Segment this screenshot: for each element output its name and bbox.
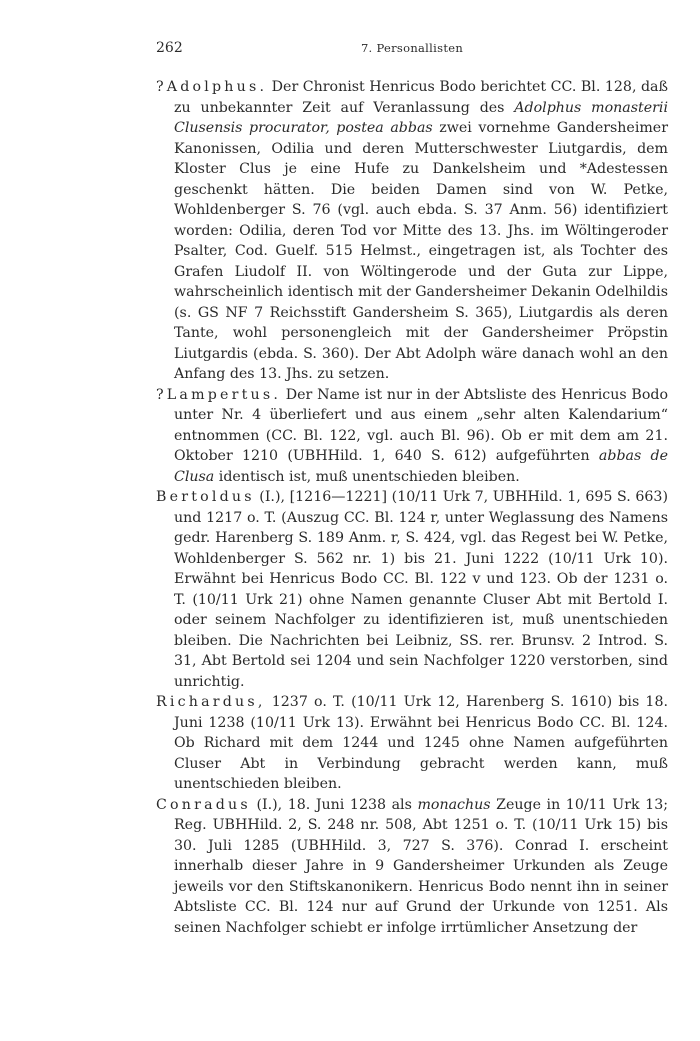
running-head: 7. Personallisten bbox=[360, 41, 464, 55]
entry-lampertus bbox=[156, 385, 668, 488]
entry-heading: Bertoldus bbox=[156, 489, 255, 505]
entry-text-italic: Adolphus monasterii Clusensis procurator, postea abbas bbox=[174, 99, 668, 136]
entry-text: (I.), [1216—1221] (10/11 Urk 7, UBHHild. 1, 695 S. 663) und 1217 o. T. (Auszug CC. Bl. 124 r, unter Weglassung des Namens gedr. Harenberg S. 189 Anm. r, S. 424, vgl. das Regest bei W. Petke, Wohldenberger S. 562 nr. 1) bis 21. Juni 1222 (10/11 Urk 10). Erwähnt bei Henricus Bodo CC. Bl. 122 v und 123. Ob der 1231 o. T. (10/11 Urk 21) ohne Namen genannte Cluser Abt mit Bertold I. oder seinem Nachfolger zu identifizieren ist, muß unentschieden bleiben. Die Nachrichten bei Leibniz, SS. rer. Brunsv. 2 Introd. S. 31, Abt Bertold sei 1204 und sein Nachfolger 1220 verstorben, sind unrichtig. bbox=[174, 489, 668, 690]
entry-text: identisch ist, muß unentschieden bleiben. bbox=[214, 468, 520, 485]
entry-text-italic: abbas de Clusa bbox=[174, 448, 668, 485]
entry-text: (I.), 18. Juni 1238 als bbox=[250, 796, 418, 813]
entry-text: 1237 o. T. (10/11 Urk 12, Harenberg S. 1610) bis 18. Juni 1238 (10/11 Urk 13). Erwähnt bei Henricus Bodo CC. Bl. 124. Ob Richard mit dem 1244 und 1245 ohne Namen aufgeführten Cluser Abt in Verbindung gebracht werden kann, muß unentschieden bleiben. bbox=[174, 694, 668, 792]
page-header bbox=[156, 40, 668, 60]
book-page bbox=[156, 40, 668, 938]
entry-adolphus bbox=[156, 77, 668, 385]
entry-bertoldus bbox=[156, 487, 668, 692]
entry-heading: Conradus bbox=[156, 796, 251, 813]
entry-text: zwei vornehme Gandersheimer Kanonissen, Odilia und deren Mutterschwester Liutgardis, dem Kloster Clus je eine Hufe zu Dankelsheim und *Adestessen geschenkt hätten. Die beiden Damen sind von W. Petke, Wohldenberger S. 76 (vgl. auch ebda. S. 37 Anm. 56) identifiziert worden: Odilia, deren Tod vor Mitte des 13. Jhs. im Wöltingeroder Psalter, Cod. Guelf. 515 Helmst., eingetragen ist, als Tochter des Grafen Liudolf II. von Wöltingerode und der Guta zur Lippe, wahrscheinlich identisch mit der Gandersheimer Dekanin Odelhildis (s. GS NF 7 Reichsstift Gandersheim S. 365), Liutgardis als deren Tante, wohl personengleich mit der Gandersheimer Pröpstin Liutgardis (ebda. S. 360). Der Abt Adolph wäre danach wohl an den Anfang des 13. Jhs. zu setzen. bbox=[174, 120, 668, 382]
entry-text-italic: monachus bbox=[417, 796, 491, 813]
entry-heading: ?Lampertus. bbox=[156, 386, 282, 403]
entry-richardus bbox=[156, 692, 668, 795]
entry-text: Der Chronist Henricus Bodo berichtet CC. Bl. 128, daß zu unbekannter Zeit auf Veranlassung des bbox=[174, 79, 668, 116]
entry-conradus bbox=[156, 795, 668, 939]
entry-list bbox=[156, 77, 668, 938]
entry-heading: Richardus, bbox=[156, 694, 266, 710]
entry-text: Zeuge in 10/11 Urk 13; Reg. UBHHild. 2, S. 248 nr. 508, Abt 1251 o. T. (10/11 Urk 15) bis 30. Juli 1285 (UBHHild. 3, 727 S. 376). Conrad I. erscheint innerhalb dieser Jahre in 9 Gandersheimer Urkunden als Zeuge jeweils vor den Stiftskanonikern. Henricus Bodo nennt ihn in seiner Abtsliste CC. Bl. 124 nur auf Grund der Urkunde von 1251. Als seinen Nachfolger schiebt er infolge irrtümlicher Ansetzung der bbox=[174, 796, 669, 936]
page-number: 262 bbox=[156, 40, 183, 56]
entry-text: Der Name ist nur in der Abtsliste des Henricus Bodo unter Nr. 4 überliefert und aus einem „sehr alten Kalendarium“ entnommen (CC. Bl. 122, vgl. auch Bl. 96). Ob er mit dem am 21. Oktober 1210 (UBHHild. 1, 640 S. 612) aufgeführten bbox=[174, 386, 668, 464]
entry-heading: ?Adolphus. bbox=[156, 79, 268, 95]
